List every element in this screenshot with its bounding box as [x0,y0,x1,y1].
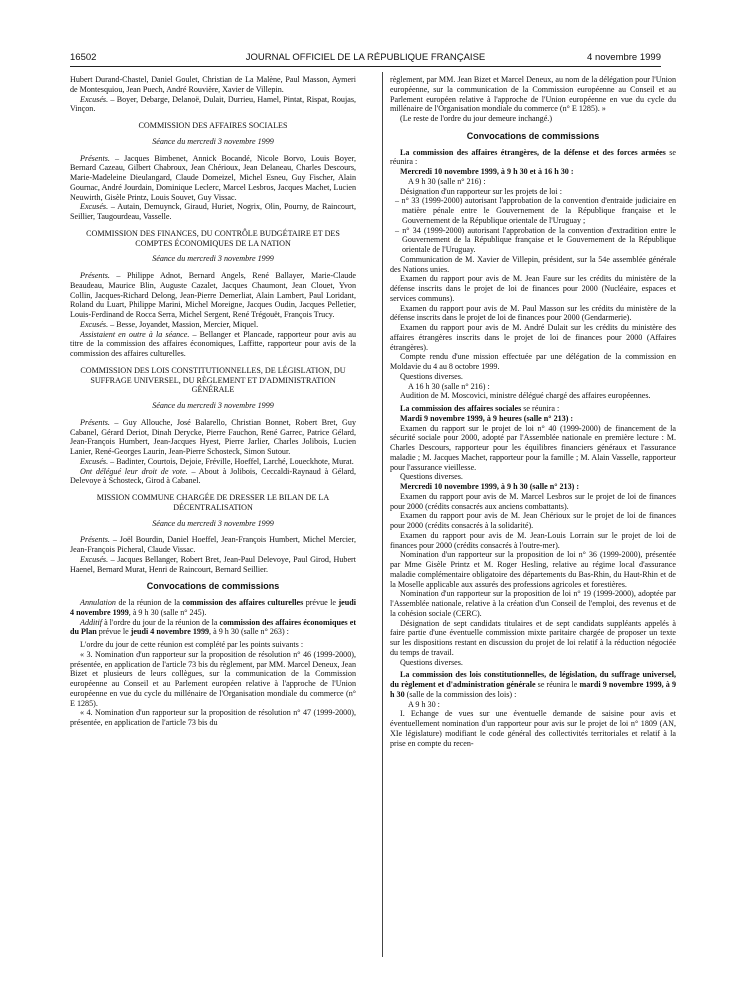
paragraph: Présents. – Joël Bourdin, Daniel Hoeffel, Jean-François Humbert, Michel Mercier, Jean-François Picheral, Claude Vissac. [70,535,356,554]
paragraph: Présents. – Guy Allouche, José Balarello, Christian Bonnet, Robert Bret, Guy Cabanel, Gérard Deriot, Dinah Derycke, Pierre Fauchon, René Garrec, Patrice Gélard, Jean-François Humbert, Jean-Jacques Hyest, Pierre Jarlier, Charles Jolibois, Lucien Lanier, René-Georges Laurin, Jean-Pierre Schosteck, Simon Sutour. [70,417,356,456]
paragraph: Examen du rapport pour avis de M. André Dulait sur les crédits du ministère des affaires étrangères inscrits dans le projet de loi de finances pour 2000 (Affaires étrangères). [390,323,676,352]
paragraph: La commission des affaires étrangères, de la défense et des forces armées se réunira : [390,147,676,167]
right-column [390,75,676,748]
paragraph: Assistaient en outre à la séance. – Bellanger et Plancade, rapporteur pour avis au titre de la commission des affaires économiques, Laffitte, rapporteur pour avis de la commission des affaires culturelles. [70,329,356,358]
paragraph: Nomination d'un rapporteur sur la proposition de loi n° 36 (1999-2000), présentée par Mme Gisèle Printz et M. Roger Hesling, relative au régime local d'assurance maladie complémentaire obligatoire des départements du Bas-Rhin, du Haut-Rhin et de la Moselle applicable aux assurés des professions agricoles et forestières. [390,550,676,589]
paragraph: Examen du rapport pour avis de M. Jean-Louis Lorrain sur le projet de loi de finances pour 2000 (crédits consacrés à l'outre-mer). [390,530,676,550]
paragraph: Excusés. – Besse, Joyandet, Massion, Mercier, Miquel. [80,319,259,329]
paragraph: Questions diverses. [400,472,463,482]
time-slot: A 9 h 30 (salle n° 216) : [408,176,486,186]
meeting-date: Mardi 9 novembre 1999, à 9 heures (salle n° 213) : [400,413,574,423]
paragraph: Examen du rapport pour avis de M. Marcel Lesbros sur le projet de loi de finances pour 2000 (crédits consacrés aux anciens combattants). [390,491,676,511]
paragraph: Hubert Durand-Chastel, Daniel Goulet, Christian de La Malène, Paul Masson, Aymeri de Montesquiou, Jean Puech, André Rouvière, Xavier de Villepin. [70,75,356,94]
paragraph: Désignation d'un rapporteur sur les projets de loi : [400,186,562,196]
list-item: – n° 33 (1999-2000) autorisant l'approbation de la convention d'entraide judiciaire en matière pénale entre le Gouvernement de la République française et le Gouvernement de la République orientale de l'Uruguay ; [395,196,676,225]
seance-date: Séance du mercredi 3 novembre 1999 [152,518,274,528]
paragraph: Excusés. – Jacques Bellanger, Robert Bret, Jean-Paul Delevoye, Paul Girod, Hubert Haenel, Bernard Murat, Henri de Raincourt, Bernard Seillier. [70,554,356,574]
section-title: MISSION COMMUNE CHARGÉE DE DRESSER LE BILAN DE LA DÉCENTRALISATION [96,493,330,512]
paragraph: « 4. Nomination d'un rapporteur sur la proposition de résolution n° 47 (1999-2000), présentée, en application de l'article 73 bis du [70,708,356,727]
paragraph: Présents. – Jacques Bimbenet, Annick Bocandé, Nicole Borvo, Louis Boyer, Bernard Cazeau, Gilbert Chabroux, Jean Chérioux, Jean Delaneau, Charles Descours, Marie-Madeleine Dieulangard, Claude Domeizel, Michel Esneu, Guy Fischer, Alain Gournac, André Jourdain, Dominique Leclerc, Marcel Lesbros, Jacques Machet, Lucien Neuwirth, Gisèle Printz, Louis Souvet, Guy Vissac. [70,153,356,202]
issue-date: 4 novembre 1999 [587,52,661,63]
time-slot: A 9 h 30 : [408,699,440,709]
paragraph: La commission des affaires sociales se réunira : [400,404,560,413]
paragraph: Additif à l'ordre du jour de la réunion de la commission des affaires économiques et du Plan prévue le jeudi 4 novembre 1999, à 9 h 30 (salle n° 263) : [70,617,357,637]
page-number: 16502 [70,52,97,63]
paragraph: règlement, par MM. Jean Bizet et Marcel Deneux, au nom de la délégation pour l'Union européenne, sur la communication de la Commission européenne au Conseil et au Parlement européen relative à l'approche de l'Union européenne en vue du cycle du millénaire de l'Organisation mondiale du commerce (n° E 1285). » [390,75,676,114]
paragraph: Compte rendu d'une mission effectuée par une délégation de la commission en Moldavie du 4 au 8 octobre 1999. [390,352,676,371]
paragraph: L'ordre du jour de cette réunion est complété par les points suivants : [80,640,304,649]
list-item: – n° 34 (1999-2000) autorisant l'approbation de la convention d'extradition entre le Gouvernement de la République française et le Gouvernement de la République orientale de l'Uruguay. [395,225,676,254]
paragraph: Questions diverses. [400,371,463,381]
paragraph: Désignation de sept candidats titulaires et de sept candidats suppléants appelés à faire partie d'une éventuelle commission mixte paritaire chargée de proposer un texte sur les dispositions restant en discussion du projet de loi relatif à la réduction négociée du temps de travail. [390,618,676,657]
section-title: COMMISSION DES AFFAIRES SOCIALES [138,121,288,130]
paragraph: Audition de M. Moscovici, ministre délégué chargé des affaires européennes. [400,391,651,401]
paragraph: I. Echange de vues sur une éventuelle demande de saisine pour avis et éventuellement nomination d'un rapporteur pour avis sur le projet de loi n° 1809 (AN, XIe législature) modifiant le code général des collectivités territoriales et relatif à la prise en compte du recen- [390,709,676,748]
paragraph: (Le reste de l'ordre du jour demeure inchangé.) [400,114,553,123]
paragraph: Communication de M. Xavier de Villepin, président, sur la 54e assemblée générale des Nations unies. [390,254,676,274]
seance-date: Séance du mercredi 3 novembre 1999 [152,254,274,264]
time-slot: A 16 h 30 (salle n° 216) : [408,381,490,391]
convocations-heading: Convocations de commissions [466,130,600,141]
paragraph: Annulation de la réunion de la commission des affaires culturelles prévue le jeudi 4 novembre 1999, à 9 h 30 (salle n° 245). [70,598,357,617]
section-title: COMMISSION DES FINANCES, DU CONTRÔLE BUDGÉTAIRE ET DES COMPTES ÉCONOMIQUES DE LA NATION [86,228,340,248]
journal-title: JOURNAL OFFICIEL DE LA RÉPUBLIQUE FRANÇAISE [245,52,486,63]
paragraph: Présents. – Philippe Adnot, Bernard Angels, René Ballayer, Marie-Claude Beaudeau, Maurice Blin, Auguste Cazalet, Jacques Chaumont, Jean Clouet, Yvon Collin, Jacques-Richard Delong, Jean-Pierre Demerliat, Alain Lambert, Paul Loridant, Roland du Luart, Philippe Marini, Michel Moreigne, Jacques Oudin, Jacques Pelletier, Louis-Ferdinand de Rocca Serra, Michel Sergent, René Trégouët, François Trucy. [70,271,356,319]
paragraph: Excusés. – Badinter, Courtois, Dejoie, Fréville, Hoeffel, Larché, Loueckhote, Murat. [80,456,354,466]
paragraph: Examen du rapport pour avis de M. Paul Masson sur les crédits du ministère de la défense inscrits dans le projet de loi de finances pour 2000 (Gendarmerie). [390,303,676,323]
paragraph: Examen du rapport pour avis de M. Jean Faure sur les crédits du ministère de la défense inscrits dans le projet de loi de finances pour 2000 (Nucléaire, espaces et services communs). [390,274,676,303]
paragraph: Examen du rapport sur le projet de loi n° 40 (1999-2000) de financement de la sécurité sociale pour 2000, adopté par l'Assemblée nationale en première lecture : M. Charles Descours, rapporteur pour les équilibres financiers généraux et l'assurance maladie ; M. Jacques Machet, rapporteur pour la famille ; M. Alain Vasselle, rapporteur pour l'assurance vieillesse. [390,423,676,472]
seance-date: Séance du mercredi 3 novembre 1999 [152,401,274,410]
paragraph: « 3. Nomination d'un rapporteur sur la proposition de résolution n° 46 (1999-2000), présentée, en application de l'article 73 bis du règlement, par MM. Marcel Deneux, Jean Bizet et plusieurs de leurs collègues, sur la communication de la Commission européenne au Conseil et au Parlement européen relative à l'approche de l'Union européenne en vue du cycle du millénaire de l'Organisation mondiale du commerce (n° E 1285). [70,649,356,708]
column-divider [382,72,383,957]
seance-date: Séance du mercredi 3 novembre 1999 [152,136,274,146]
meeting-date: Mercredi 10 novembre 1999, à 9 h 30 (salle n° 213) : [400,482,580,491]
paragraph: Ont délégué leur droit de vote. – About à Jolibois, Ceccaldi-Raynaud à Gélard, Delevoye à Schosteck, Girod à Cabanel. [70,466,356,486]
paragraph: Examen du rapport pour avis de M. Jean Chérioux sur le projet de loi de finances pour 2000 (crédits consacrés à la solidarité). [390,511,676,530]
page-header [70,52,661,66]
paragraph: Excusés. – Autain, Demuynck, Giraud, Huriet, Nogrix, Olin, Pourny, de Raincourt, Seillier, Taugourdeau, Vasselle. [70,202,356,221]
meeting-date: Mercredi 10 novembre 1999, à 9 h 30 et à 16 h 30 : [400,167,574,176]
paragraph: Questions diverses. [400,657,463,667]
header-rule [70,66,661,67]
convocations-heading: Convocations de commissions [146,581,280,592]
paragraph: Nomination d'un rapporteur sur la proposition de loi n° 19 (1999-2000), adoptée par l'Assemblée nationale, relative à la création d'un Conseil de l'emploi, des revenus et de la cohésion sociale (CERC). [390,589,676,618]
paragraph: La commission des lois constitutionnelles, de législation, du suffrage universel, du règlement et d'administration générale se réunira le mardi 9 novembre 1999, à 9 h 30 (salle de la commission des lois) : [390,670,676,699]
left-column [70,75,356,728]
paragraph: Excusés. – Boyer, Debarge, Delanoë, Dulait, Durrieu, Hamel, Pintat, Rispat, Roujas, Vinçon. [70,94,356,114]
section-title: COMMISSION DES LOIS CONSTITUTIONNELLES, DE LÉGISLATION, DU SUFFRAGE UNIVERSEL, DU RÈGLEMENT ET D'ADMINISTRATION GÉNÉRALE [80,365,346,395]
